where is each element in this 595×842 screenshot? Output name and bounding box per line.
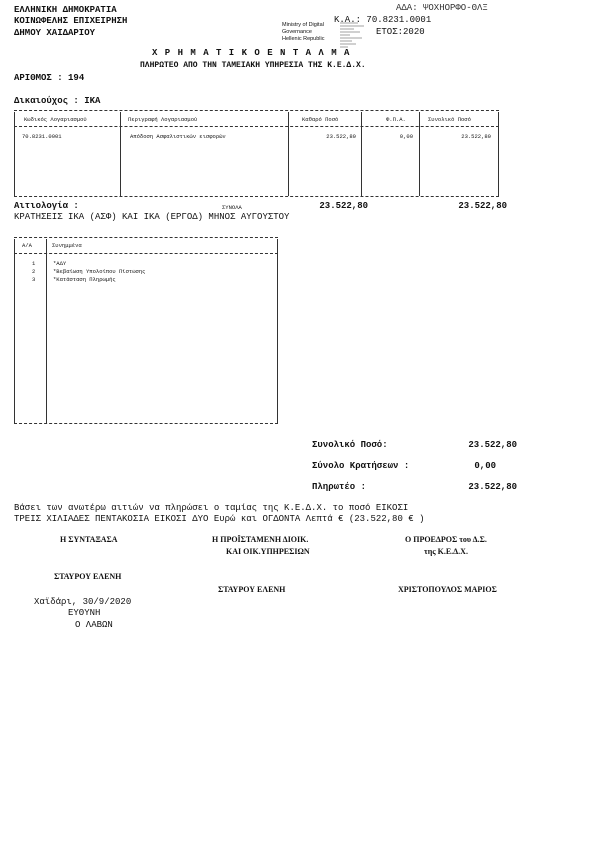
ka-value: 70.8231.0001 [366, 15, 432, 25]
beneficiary-label: Δικαιούχος : [14, 96, 79, 106]
receiver-label: Ο ΛΑΒΩΝ [75, 620, 113, 630]
signature-col3-title-1: Ο ΠΡΟΕΔΡΟΣ του Δ.Σ. [405, 535, 487, 544]
stamp-scribble-icon [338, 20, 380, 50]
year [376, 27, 425, 37]
stamp-line-3: Hellenic Republic [282, 36, 325, 42]
signature-col3-title-2: της Κ.Ε.Δ.Χ. [424, 547, 468, 556]
document-title: Χ Ρ Η Μ Α Τ Ι Κ Ο Ε Ν Τ Α Λ Μ Α [152, 48, 351, 58]
col-header-total: Συνολικό Ποσό [428, 116, 471, 123]
ka-label: Κ.Α.: [334, 15, 362, 25]
signature-col2-title-2: ΚΑΙ ΟΙΚ.ΥΠΗΡΕΣΙΩΝ [226, 547, 310, 556]
ada-code: ΑΔΑ: ΨΟΧΗΟΡΦΟ-ΘΛΞ [396, 3, 488, 13]
document-number [14, 73, 84, 83]
payable-label: Πληρωτέο : [312, 482, 367, 492]
att-index: 1 [32, 260, 36, 267]
net-total: 23.522,80 [319, 201, 368, 211]
att-index: 3 [32, 276, 36, 283]
beneficiary-value: ΙΚΑ [84, 96, 101, 106]
col-header-net: Καθαρό Ποσό [302, 116, 339, 123]
digital-signature-stamp [282, 22, 325, 43]
header-line3: ΔΗΜΟΥ ΧΑΙΔΑΡΙΟΥ [14, 28, 96, 38]
signature-col1-name: ΣΤΑΥΡΟΥ ΕΛΕΝΗ [54, 572, 122, 581]
stamp-line-1: Ministry of Digital [282, 22, 324, 28]
payable-value: 23.522,80 [468, 482, 517, 492]
row-net: 23.522,80 [326, 133, 356, 140]
responsible-label: ΕΥΘΥΝΗ [68, 608, 101, 618]
year-label: ΕΤΟΣ: [376, 27, 404, 37]
row-total: 23.522,80 [461, 133, 491, 140]
col-header-code: Κωδικός Λογαριασμού [24, 116, 87, 123]
att-name: *ΑΔΥ [53, 260, 67, 267]
col-header-description: Περιγραφή Λογαριασμού [128, 116, 198, 123]
sum-label: ΣΥΝΟΛΑ [222, 204, 242, 211]
signature-col2-title-1: Η ΠΡΟΪΣΤΑΜΕΝΗ ΔΙΟΙΚ. [212, 535, 309, 544]
year-value: 2020 [403, 27, 425, 37]
row-description: Απόδοση Ασφαλιστικών εισφορών [130, 133, 226, 140]
deductions-label: Σύνολο Κρατήσεων : [312, 461, 410, 471]
payment-text-line2: ΤΡΕΙΣ ΧΙΛΙΑΔΕΣ ΠΕΝΤΑΚΟΣΙΑ ΕΙΚΟΣΙ ΔΥΟ Ευρώ και ΟΓΔΟΝΤΑ Λεπτά € (23.522,80 € ) [14, 514, 425, 524]
header-line1: ΕΛΛΗΝΙΚΗ ΔΗΜΟΚΡΑΤΙΑ [14, 5, 117, 15]
reason-text: ΚΡΑΤΗΣΕΙΣ ΙΚΑ (ΑΣΦ) ΚΑΙ ΙΚΑ (ΕΡΓΟΔ) ΜΗΝΟΣ ΑΥΓΟΥΣΤΟΥ [14, 212, 290, 222]
deductions-value: 0,00 [474, 461, 496, 471]
total-value: 23.522,80 [468, 440, 517, 450]
att-header-index: Α/Α [22, 242, 32, 249]
col-header-vat: Φ.Π.Α. [386, 116, 406, 123]
number-label: ΑΡΙΘΜΟΣ : [14, 73, 63, 83]
header-line2: ΚΟΙΝΩΦΕΛΗΣ ΕΠΙΧΕΙΡΗΣΗ [14, 16, 128, 26]
stamp-line-2: Governance [282, 29, 312, 35]
number-value: 194 [68, 73, 85, 83]
att-index: 2 [32, 268, 36, 275]
payment-text-line1: Βάσει των ανωτέρω αιτιών να πληρώσει ο ταμίας της Κ.Ε.Δ.Χ. το ποσό ΕΙΚΟΣΙ [14, 503, 409, 513]
row-vat: 0,00 [399, 133, 413, 140]
total-label: Συνολικό Ποσό: [312, 440, 388, 450]
document-subtitle: ΠΛΗΡΩΤΕΟ ΑΠΟ ΤΗΝ ΤΑΜΕΙΑΚΗ ΥΠΗΡΕΣΙΑ ΤΗΣ Κ.Ε.Δ.Χ. [140, 61, 366, 70]
reason-label: Αιτιολογία : [14, 201, 79, 211]
signature-col2-name: ΣΤΑΥΡΟΥ ΕΛΕΝΗ [218, 585, 286, 594]
att-header-attachments: Συνημμένα [52, 242, 82, 249]
att-name: *Βεβαίωση Υπολοίπου Πίστωσης [53, 268, 146, 275]
signature-col3-name: ΧΡΙΣΤΟΠΟΥΛΟΣ ΜΑΡΙΟΣ [398, 585, 497, 594]
signature-col1-title: Η ΣΥΝΤΑΞΑΣΑ [60, 535, 118, 544]
beneficiary [14, 96, 100, 106]
grand-total: 23.522,80 [458, 201, 507, 211]
row-code: 70.8231.0001 [22, 133, 62, 140]
place-date: Χαϊδάρι, 30/9/2020 [34, 597, 132, 607]
att-name: *Κατάσταση Πληρωμής [53, 276, 116, 283]
